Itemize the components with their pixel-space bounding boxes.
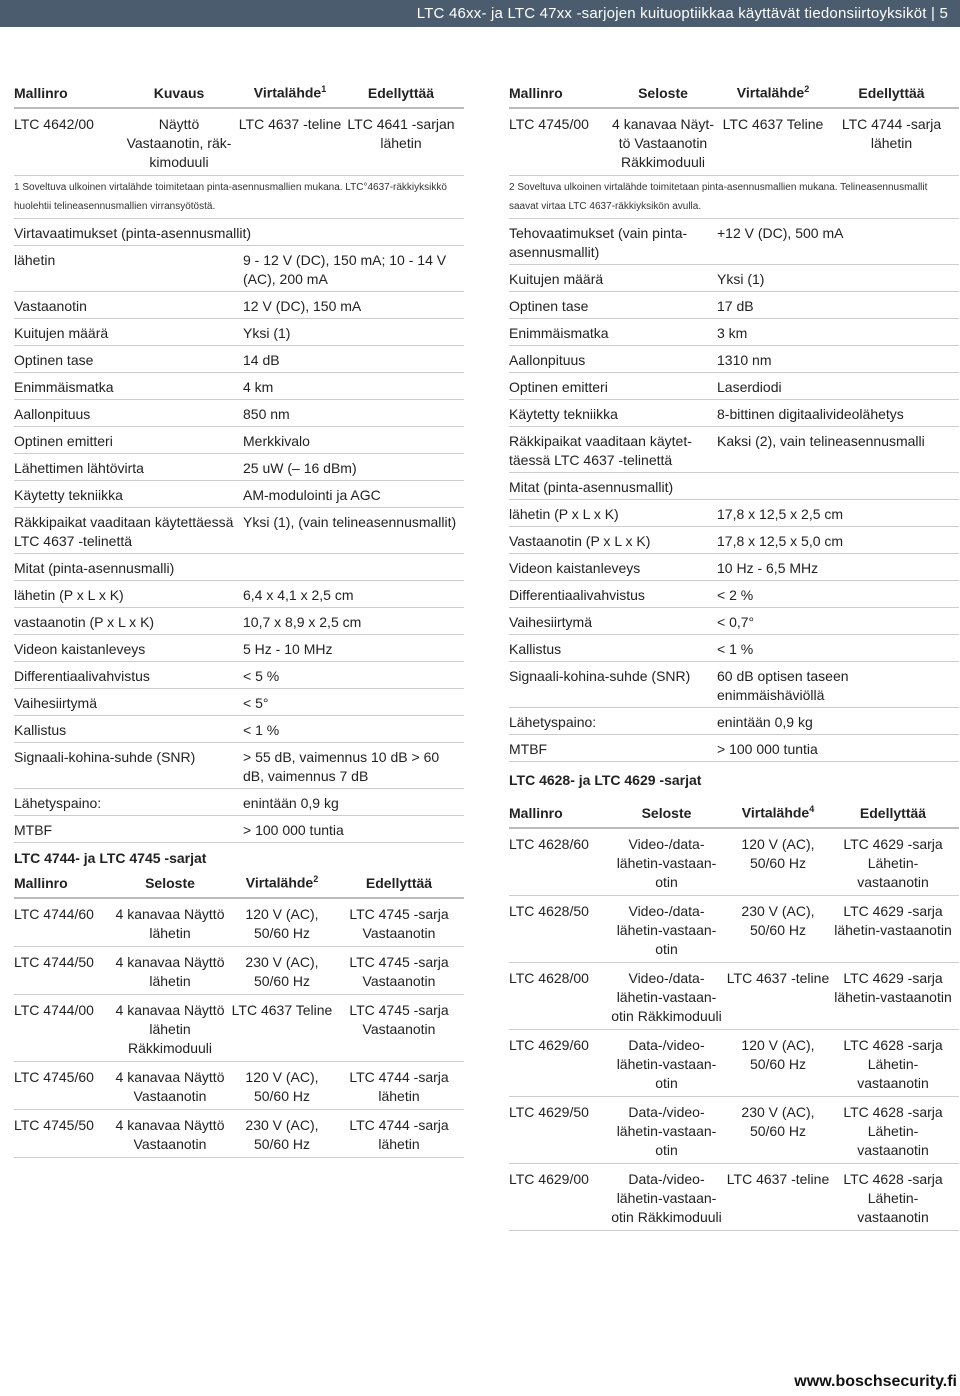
table1-header <box>14 84 464 109</box>
col-kuvaus: Kuvaus <box>153 85 205 101</box>
spec-row <box>509 500 959 527</box>
spec-row <box>509 400 959 427</box>
spec-label: Vastaanotin (P x L x K) <box>509 533 651 549</box>
cell-requires: LTC 4744 -sarja lähetin <box>841 116 942 151</box>
spec-label: Vastaanotin <box>14 298 87 314</box>
spec-label: Enimmäismatka <box>14 379 114 395</box>
spec-list-2 <box>509 500 959 762</box>
cell-model: LTC 4744/00 <box>14 1002 94 1018</box>
spec-value: Yksi (1) <box>243 325 291 341</box>
col-edellyttaa: Edellyttää <box>365 875 433 891</box>
spec-row <box>509 554 959 581</box>
cell-model: LTC 4744/60 <box>14 906 94 922</box>
spec-label: Aallonpituus <box>509 352 586 368</box>
cell-requires: LTC 4744 -sarja lähetin <box>349 1069 449 1104</box>
spec-row <box>509 373 959 400</box>
spec-value: 9 - 12 V (DC), 150 mA; 10 - 14 V (AC), 200 mA <box>243 252 447 287</box>
spec-row <box>14 635 464 662</box>
spec-row <box>14 481 464 508</box>
spec-label: Räkkipaikat vaaditaan käytettäessä LTC 4637 -telinettä <box>509 433 692 468</box>
spec-row <box>14 662 464 689</box>
spec-value: Kaksi (2), vain telineasennusmalli <box>717 433 925 449</box>
cell-requires: LTC 4629 -sarja Lähetin-vastaanotin <box>843 836 943 890</box>
spec-value: 1310 nm <box>717 352 772 368</box>
spec-row <box>14 319 464 346</box>
spec-row <box>14 292 464 319</box>
cell-requires: LTC 4628 -sarja Lähetin-vastaanotin <box>843 1104 943 1158</box>
spec-label: lähetin (P x L x K) <box>14 587 124 603</box>
cell-model: LTC 4628/60 <box>509 836 589 852</box>
spec-label: lähetin (P x L x K) <box>509 506 619 522</box>
spec-label: Optinen emitteri <box>509 379 608 395</box>
cell-model: LTC 4745/00 <box>509 116 589 132</box>
cell-desc: Video-/datalähetin-vastaanotin <box>616 836 717 890</box>
cell-model: LTC 4628/50 <box>509 903 589 919</box>
table-row <box>14 1110 464 1158</box>
spec-value: > 55 dB, vaimennus 10 dB > 60 dB, vaimennus 7 dB <box>243 749 440 784</box>
cell-requires: LTC 4641 -sarjan lähetin <box>347 116 455 151</box>
col-mallinro: Mallinro <box>509 805 563 821</box>
spec-row <box>509 346 959 373</box>
col-edellyttaa: Edellyttää <box>859 805 927 821</box>
spec-value: < 0,7° <box>717 614 755 630</box>
spec-row <box>509 219 959 265</box>
spec-value: 10 Hz - 6,5 MHz <box>717 560 819 576</box>
col-virtalahde-label: Virtalähde <box>253 85 322 101</box>
cell-desc: 4 kanavaa Näyttö lähetin <box>115 906 225 941</box>
col-virtalahde <box>226 870 338 893</box>
cell-power: LTC 4637 -teline <box>726 970 830 986</box>
table-row <box>14 995 464 1062</box>
spec-row <box>509 608 959 635</box>
spec-value: 17 dB <box>717 298 754 314</box>
spec-label: Optinen tase <box>14 352 94 368</box>
spec-value: enintään 0,9 kg <box>243 795 339 811</box>
cell-model: LTC 4745/50 <box>14 1117 94 1133</box>
spec-value: Laserdiodi <box>717 379 782 395</box>
spec-row <box>509 292 959 319</box>
table-row <box>509 829 959 896</box>
spec-label: Kuitujen määrä <box>14 325 109 341</box>
spec-label: Videon kaistanleveys <box>14 641 146 657</box>
table3-row <box>509 109 959 176</box>
spec-value: < 2 % <box>717 587 754 603</box>
col-virtalahde-sup: 4 <box>809 804 815 815</box>
table-row <box>509 963 959 1030</box>
col-virtalahde-label: Virtalähde <box>245 875 314 891</box>
spec-value: 17,8 x 12,5 x 2,5 cm <box>717 506 844 522</box>
spec-label: Videon kaistanleveys <box>509 560 641 576</box>
left-column <box>14 84 464 1158</box>
spec-value: enintään 0,9 kg <box>717 714 813 730</box>
spec-label: Käytetty tekniikka <box>14 487 123 503</box>
col-seloste: Seloste <box>638 85 688 101</box>
cell-model: LTC 4744/50 <box>14 954 94 970</box>
spec-label: Kuitujen määrä <box>509 271 604 287</box>
table4-body <box>509 829 959 1231</box>
table-row <box>14 1062 464 1110</box>
spec-row <box>14 246 464 292</box>
col-mallinro: Mallinro <box>14 85 68 101</box>
spec-label: Lähettimen lähtövirta <box>14 460 144 476</box>
spec-value: 25 uW (– 16 dBm) <box>243 460 357 476</box>
spec-value: 10,7 x 8,9 x 2,5 cm <box>243 614 362 630</box>
spec-value: 6,4 x 4,1 x 2,5 cm <box>243 587 354 603</box>
cell-power: LTC 4637 Teline <box>722 116 824 132</box>
right-column <box>509 84 959 1231</box>
spec-row <box>14 816 464 843</box>
cell-power: LTC 4637 -teline <box>726 1171 830 1187</box>
cell-desc: Data-/videolähetin-vastaanotin <box>616 1037 717 1091</box>
spec-label: Optinen emitteri <box>14 433 113 449</box>
cell-power: 120 V (AC), 50/60 Hz <box>741 1037 815 1072</box>
col-virtalahde-sup: 1 <box>321 84 327 95</box>
series-title: LTC 4628- ja LTC 4629 -sarjat <box>509 772 702 788</box>
spec-value: 14 dB <box>243 352 280 368</box>
dims-title: Mitat (pinta-asennusmallit) <box>509 473 959 500</box>
col-virtalahde <box>234 80 346 103</box>
power-req-title: Virtavaatimukset (pinta-asennusmallit) <box>14 219 464 246</box>
cell-requires: LTC 4628 -sarja Lähetin-vastaanotin <box>843 1037 943 1091</box>
col-seloste: Seloste <box>641 805 692 821</box>
table3-header <box>509 84 959 109</box>
spec-label: Kallistus <box>14 722 67 738</box>
spec-label: Räkkipaikat vaaditaan käytettäessä LTC 4637 -telinettä <box>14 514 234 549</box>
spec-value: < 5° <box>243 695 269 711</box>
table-row <box>509 1164 959 1231</box>
spec-label: Enimmäismatka <box>509 325 609 341</box>
table2-header <box>14 874 464 899</box>
col-seloste: Seloste <box>145 875 195 891</box>
cell-power: 230 V (AC), 50/60 Hz <box>741 903 815 938</box>
spec-value: Yksi (1) <box>717 271 765 287</box>
col-virtalahde-label: Virtalähde <box>736 85 805 101</box>
spec-label: Kallistus <box>509 641 562 657</box>
cell-model: LTC 4628/00 <box>509 970 589 986</box>
cell-desc: 4 kanavaa Näyttö Vastaanotin <box>115 1117 225 1152</box>
spec-row <box>14 373 464 400</box>
spec-row <box>14 508 464 554</box>
col-edellyttaa: Edellyttää <box>367 85 435 101</box>
table-row <box>14 947 464 995</box>
spec-row <box>14 689 464 716</box>
spec-label: Tehovaatimukset (vain pinta-asennusmallit) <box>509 225 688 260</box>
cell-model: LTC 4629/00 <box>509 1171 589 1187</box>
spec-row <box>14 608 464 635</box>
spec-label: Käytetty tekniikka <box>509 406 618 422</box>
spec-list-1 <box>509 219 959 473</box>
col-virtalahde-sup: 2 <box>313 874 319 885</box>
spec-row <box>14 743 464 789</box>
cell-desc: Data-/videolähetin-vastaanotin <box>616 1104 717 1158</box>
spec-row <box>509 527 959 554</box>
col-virtalahde <box>724 800 832 823</box>
cell-desc: Näyttö Vastaanotin, räkkimoduuli <box>126 116 232 170</box>
spec-row <box>509 735 959 762</box>
spec-label: lähetin <box>14 252 56 268</box>
spec-value: 12 V (DC), 150 mA <box>243 298 362 314</box>
col-virtalahde-label: Virtalähde <box>741 805 810 821</box>
spec-label: Lähetyspaino: <box>14 795 102 811</box>
cell-power: 230 V (AC), 50/60 Hz <box>245 954 319 989</box>
cell-power: LTC 4637 Teline <box>231 1002 333 1018</box>
spec-value: < 1 % <box>717 641 754 657</box>
cell-power: 120 V (AC), 50/60 Hz <box>245 906 319 941</box>
cell-desc: Video-/datalähetin-vastaanotin Räkkimoduuli <box>611 970 722 1024</box>
spec-value: AM-modulointi ja AGC <box>243 487 381 503</box>
series-title: LTC 4744- ja LTC 4745 -sarjat <box>14 850 207 866</box>
spec-row <box>14 400 464 427</box>
cell-requires: LTC 4745 -sarja Vastaanotin <box>349 906 449 941</box>
spec-row <box>14 789 464 816</box>
spec-row <box>14 454 464 481</box>
col-edellyttaa: Edellyttää <box>858 85 925 101</box>
cell-power: 120 V (AC), 50/60 Hz <box>741 836 815 871</box>
cell-desc: 4 kanavaa Näyttö Vastaanotin Räkkimoduuli <box>612 116 714 170</box>
cell-requires: LTC 4745 -sarja Vastaanotin <box>349 1002 449 1037</box>
cell-power: LTC 4637 -teline <box>238 116 342 132</box>
cell-desc: 4 kanavaa Näyttö lähetin <box>115 954 225 989</box>
table1-footnote: 1 Soveltuva ulkoinen virtalähde toimitetaan pinta-asennusmallien mukana. LTC°4637-räkkiyksikkö huolehtii telineasennusmallien virransyötöstä. <box>14 176 464 219</box>
table3-footnote: 2 Soveltuva ulkoinen virtalähde toimitetaan pinta-asennusmallien mukana. Telineasennusmallit saavat virtaa LTC 4637-räkkiyksikön avulla. <box>509 176 959 219</box>
cell-power: 230 V (AC), 50/60 Hz <box>245 1117 319 1152</box>
spec-value: > 100 000 tuntia <box>243 822 344 838</box>
cell-desc: 4 kanavaa Näyttö Vastaanotin <box>115 1069 225 1104</box>
cell-desc: Video-/datalähetin-vastaanotin <box>616 903 717 957</box>
spec-value: +12 V (DC), 500 mA <box>717 225 844 241</box>
spec-row <box>509 708 959 735</box>
spec-label: Differentiaalivahvistus <box>14 668 150 684</box>
dims-title: Mitat (pinta-asennusmalli) <box>14 554 464 581</box>
spec-label: Vaihesiirtymä <box>509 614 592 630</box>
cell-requires: LTC 4745 -sarja Vastaanotin <box>349 954 449 989</box>
cell-model: LTC 4642/00 <box>14 116 94 132</box>
spec-row <box>14 427 464 454</box>
cell-requires: LTC 4629 -sarja lähetin-vastaanotin <box>834 903 952 938</box>
spec-label: Lähetyspaino: <box>509 714 597 730</box>
cell-model: LTC 4745/60 <box>14 1069 94 1085</box>
spec-row <box>14 716 464 743</box>
page-header-title: LTC 46xx- ja LTC 47xx -sarjojen kuituoptiikkaa käyttävät tiedonsiirtoyksiköt | 5 <box>416 5 948 22</box>
spec-value: 850 nm <box>243 406 290 422</box>
footer-url[interactable]: www.boschsecurity.fi <box>794 1373 957 1390</box>
cell-model: LTC 4629/60 <box>509 1037 589 1053</box>
spec-value: 17,8 x 12,5 x 5,0 cm <box>717 533 844 549</box>
table2-body <box>14 899 464 1158</box>
cell-power: 230 V (AC), 50/60 Hz <box>741 1104 815 1139</box>
spec-value: 4 km <box>243 379 274 395</box>
spec-value: 5 Hz - 10 MHz <box>243 641 333 657</box>
cell-power: 120 V (AC), 50/60 Hz <box>245 1069 319 1104</box>
spec-label: Differentiaalivahvistus <box>509 587 645 603</box>
cell-requires: LTC 4628 -sarja Lähetin-vastaanotin <box>843 1171 943 1225</box>
spec-row <box>509 319 959 346</box>
spec-label: Signaali-kohina-suhde (SNR) <box>14 749 196 765</box>
table-row <box>509 1097 959 1164</box>
cell-model: LTC 4629/50 <box>509 1104 589 1120</box>
spec-row <box>509 662 959 708</box>
spec-label: MTBF <box>14 822 53 838</box>
spec-row <box>509 265 959 292</box>
spec-row <box>14 581 464 608</box>
spec-list-2 <box>14 581 464 843</box>
spec-row <box>509 427 959 473</box>
spec-list-1 <box>14 246 464 554</box>
spec-row <box>509 635 959 662</box>
spec-row <box>14 346 464 373</box>
spec-label: Vaihesiirtymä <box>14 695 97 711</box>
table-row <box>14 899 464 947</box>
cell-desc: 4 kanavaa Näyttö lähetin Räkkimoduuli <box>115 1002 225 1056</box>
cell-requires: LTC 4744 -sarja lähetin <box>349 1117 449 1152</box>
spec-value: Merkkivalo <box>243 433 310 449</box>
spec-value: 8-bittinen digitaalivideolähetys <box>717 406 904 422</box>
spec-row <box>509 581 959 608</box>
table1-row <box>14 109 464 176</box>
spec-label: vastaanotin (P x L x K) <box>14 614 155 630</box>
table-row <box>509 1030 959 1097</box>
spec-value: 3 km <box>717 325 748 341</box>
spec-value: < 1 % <box>243 722 280 738</box>
spec-label: Signaali-kohina-suhde (SNR) <box>509 668 691 684</box>
cell-desc: Data-/videolähetin-vastaanotin Räkkimoduuli <box>611 1171 722 1225</box>
spec-value: Yksi (1), (vain telineasennusmallit) <box>243 514 457 530</box>
spec-value: < 5 % <box>243 668 280 684</box>
spec-value: > 100 000 tuntia <box>717 741 818 757</box>
col-virtalahde-sup: 2 <box>804 84 810 95</box>
table4-header <box>509 804 959 829</box>
col-mallinro: Mallinro <box>509 85 563 101</box>
spec-label: Optinen tase <box>509 298 589 314</box>
spec-label: Aallonpituus <box>14 406 91 422</box>
col-mallinro: Mallinro <box>14 875 68 891</box>
page-header <box>0 0 960 27</box>
cell-requires: LTC 4629 -sarja lähetin-vastaanotin <box>834 970 952 1005</box>
col-virtalahde <box>717 80 829 103</box>
table-row <box>509 896 959 963</box>
spec-label: MTBF <box>509 741 548 757</box>
spec-value: 60 dB optisen taseen enimmäishäviöllä <box>717 668 849 703</box>
